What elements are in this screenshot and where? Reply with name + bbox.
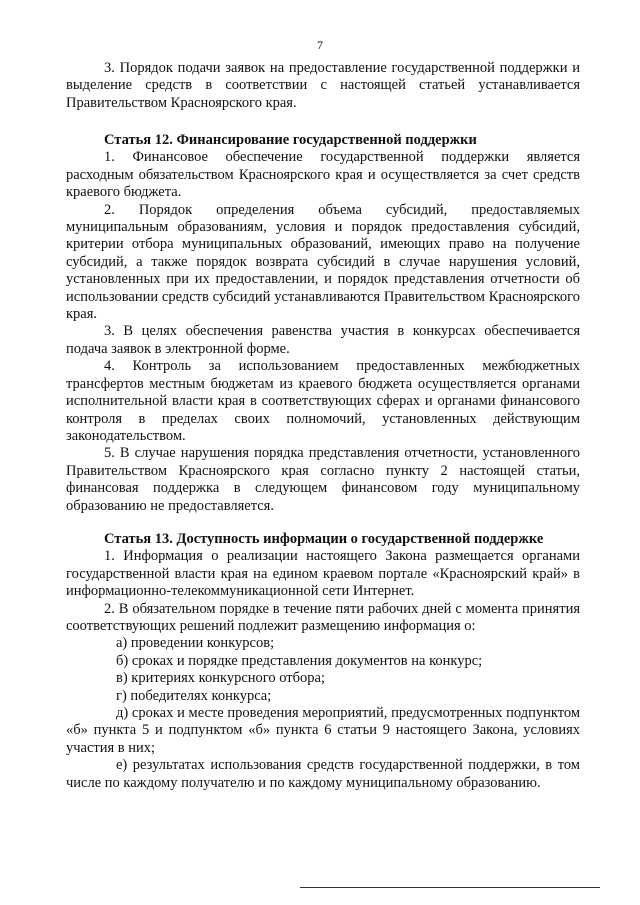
list-item: а) проведении конкурсов;: [116, 635, 275, 652]
article11-tail: [66, 60, 580, 112]
page-number: 7: [317, 38, 323, 52]
paragraph: 1. Финансовое обеспечение государственной поддержки является расходным обязательством Красноярского края и осуществляется за счет средств краевого бюджета.: [66, 149, 580, 201]
footer-rule: [300, 887, 600, 888]
paragraph: 2. Порядок определения объема субсидий, предоставляемых муниципальным образованиям, условия и порядок предоставления субсидий, критерии отбора муниципальных образований, имеющих право на получение субсидий, а также порядок возврата субсидий в случае нарушения условий, установленных при их предоставлении, и порядок представления отчетности об использовании средств субсидий устанавливаются Правительством Красноярского края.: [66, 201, 580, 323]
paragraph: 1. Информация о реализации настоящего Закона размещается органами государственной власти края на едином краевом портале «Красноярский край» в информационно-телекоммуникационной сети Интернет.: [66, 548, 580, 600]
paragraph: 2. В обязательном порядке в течение пяти рабочих дней с момента принятия соответствующих решений подлежит размещению информация о:: [66, 600, 580, 635]
paragraph: 5. В случае нарушения порядка представления отчетности, установленного Правительством Красноярского края согласно пункту 2 настоящей статьи, финансовая поддержка в следующем финансовом году муниципальному образованию не предоставляется.: [66, 445, 580, 514]
paragraph: 3. Порядок подачи заявок на предоставление государственной поддержки и выделение средств в соответствии с настоящей статьей устанавливается Правительством Красноярского края.: [66, 60, 580, 111]
article-heading: Статья 13. Доступность информации о государственной поддержке: [104, 531, 544, 547]
list-item: е) результатах использования средств государственной поддержки, в том числе по каждому получателю и по каждому муниципальному образованию.: [66, 757, 580, 791]
list-item: б) сроках и порядке представления документов на конкурс;: [116, 652, 483, 669]
paragraph: 4. Контроль за использованием предоставленных межбюджетных трансфертов местным бюджетам из краевого бюджета осуществляется органами исполнительной власти края в соответствующих сферах и органами финансового контроля в пределах своих полномочий, установленных действующим законодательством.: [66, 358, 580, 444]
list-item: д) сроках и месте проведения мероприятий, предусмотренных подпунктом «б» пункта 5 и подпунктом «б» пункта 6 статьи 9 настоящего Закона, условиях участия в них;: [66, 705, 580, 756]
list-item: в) критериях конкурсного отбора;: [116, 670, 325, 687]
article13-section: [66, 531, 580, 792]
article-heading: Статья 12. Финансирование государственной поддержки: [104, 132, 477, 148]
paragraph: 3. В целях обеспечения равенства участия в конкурсах обеспечивается подача заявок в электронной форме.: [66, 323, 580, 357]
article12-section: [66, 132, 580, 515]
list-item: г) победителях конкурса;: [116, 687, 272, 704]
